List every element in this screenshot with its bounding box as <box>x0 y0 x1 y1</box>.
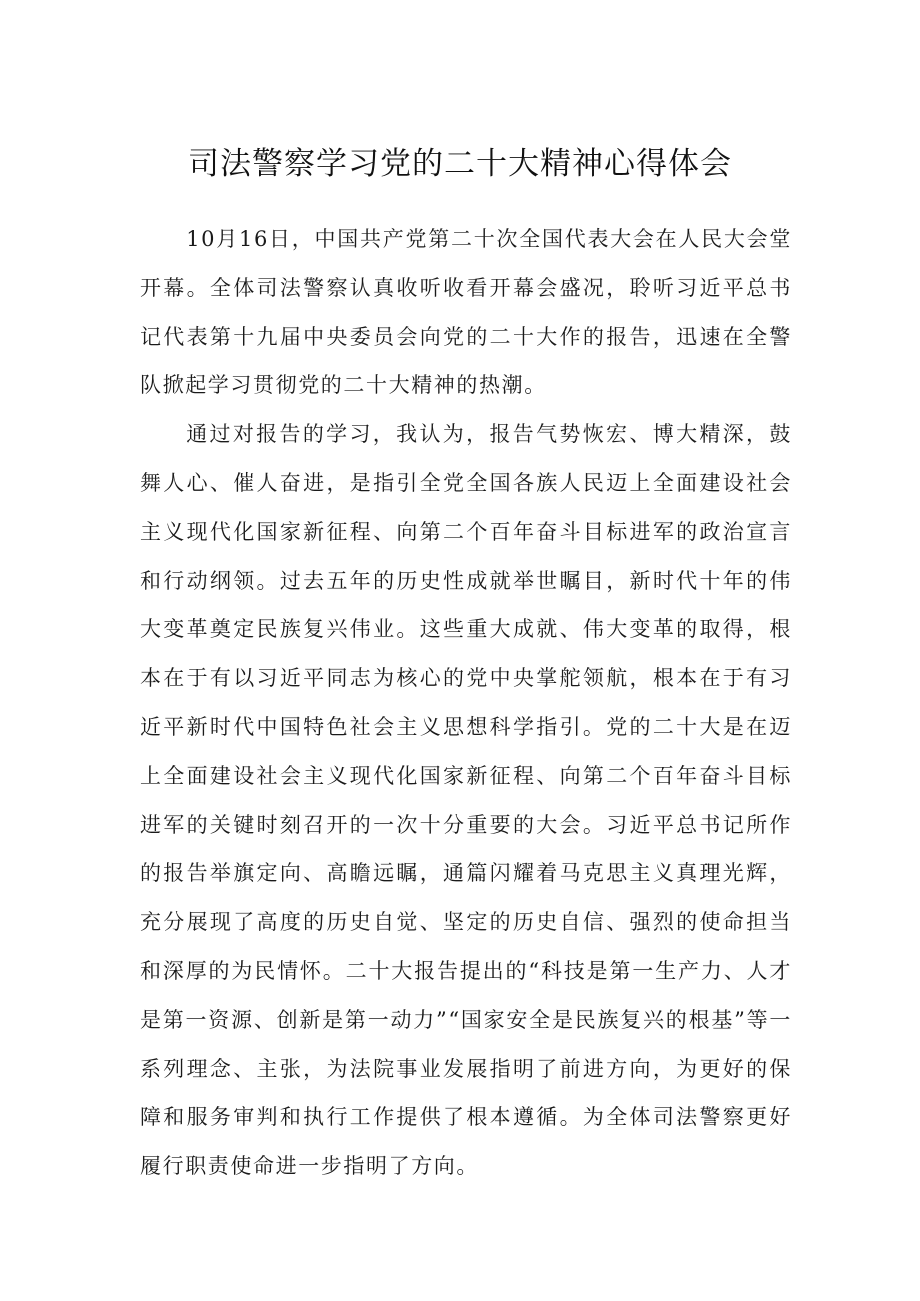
document-title: 司法警察学习党的二十大精神心得体会 <box>188 146 732 182</box>
document-body <box>140 215 792 1191</box>
paragraph-1: 10月16日，中国共产党第二十次全国代表大会在人民大会堂开幕。全体司法警察认真收听收看开幕会盛况，聆听习近平总书记代表第十九届中央委员会向党的二十大作的报告，迅速在全警队掀起学习贯彻党的二十大精神的热潮。 <box>140 227 792 398</box>
paragraph-2: 通过对报告的学习，我认为，报告气势恢宏、博大精深，鼓舞人心、催人奋进，是指引全党全国各族人民迈上全面建设社会主义现代化国家新征程、向第二个百年奋斗目标进军的政治宣言和行动纲领。过去五年的历史性成就举世瞩目，新时代十年的伟大变革奠定民族复兴伟业。这些重大成就、伟大变革的取得，根本在于有以习近平同志为核心的党中央掌舵领航，根本在于有习近平新时代中国特色社会主义思想科学指引。党的二十大是在迈上全面建设社会主义现代化国家新征程、向第二个百年奋斗目标进军的关键时刻召开的一次十分重要的大会。习近平总书记所作的报告举旗定向、高瞻远瞩，通篇闪耀着马克思主义真理光辉，充分展现了高度的历史自觉、坚定的历史自信、强烈的使命担当和深厚的为民情怀。二十大报告提出的“科技是第一生产力、人才是第一资源、创新是第一动力”“国家安全是民族复兴的根基”等一系列理念、主张，为法院事业发展指明了前进方向，为更好的保障和服务审判和执行工作提供了根本遵循。为全体司法警察更好履行职责使命进一步指明了方向。 <box>140 422 792 1179</box>
